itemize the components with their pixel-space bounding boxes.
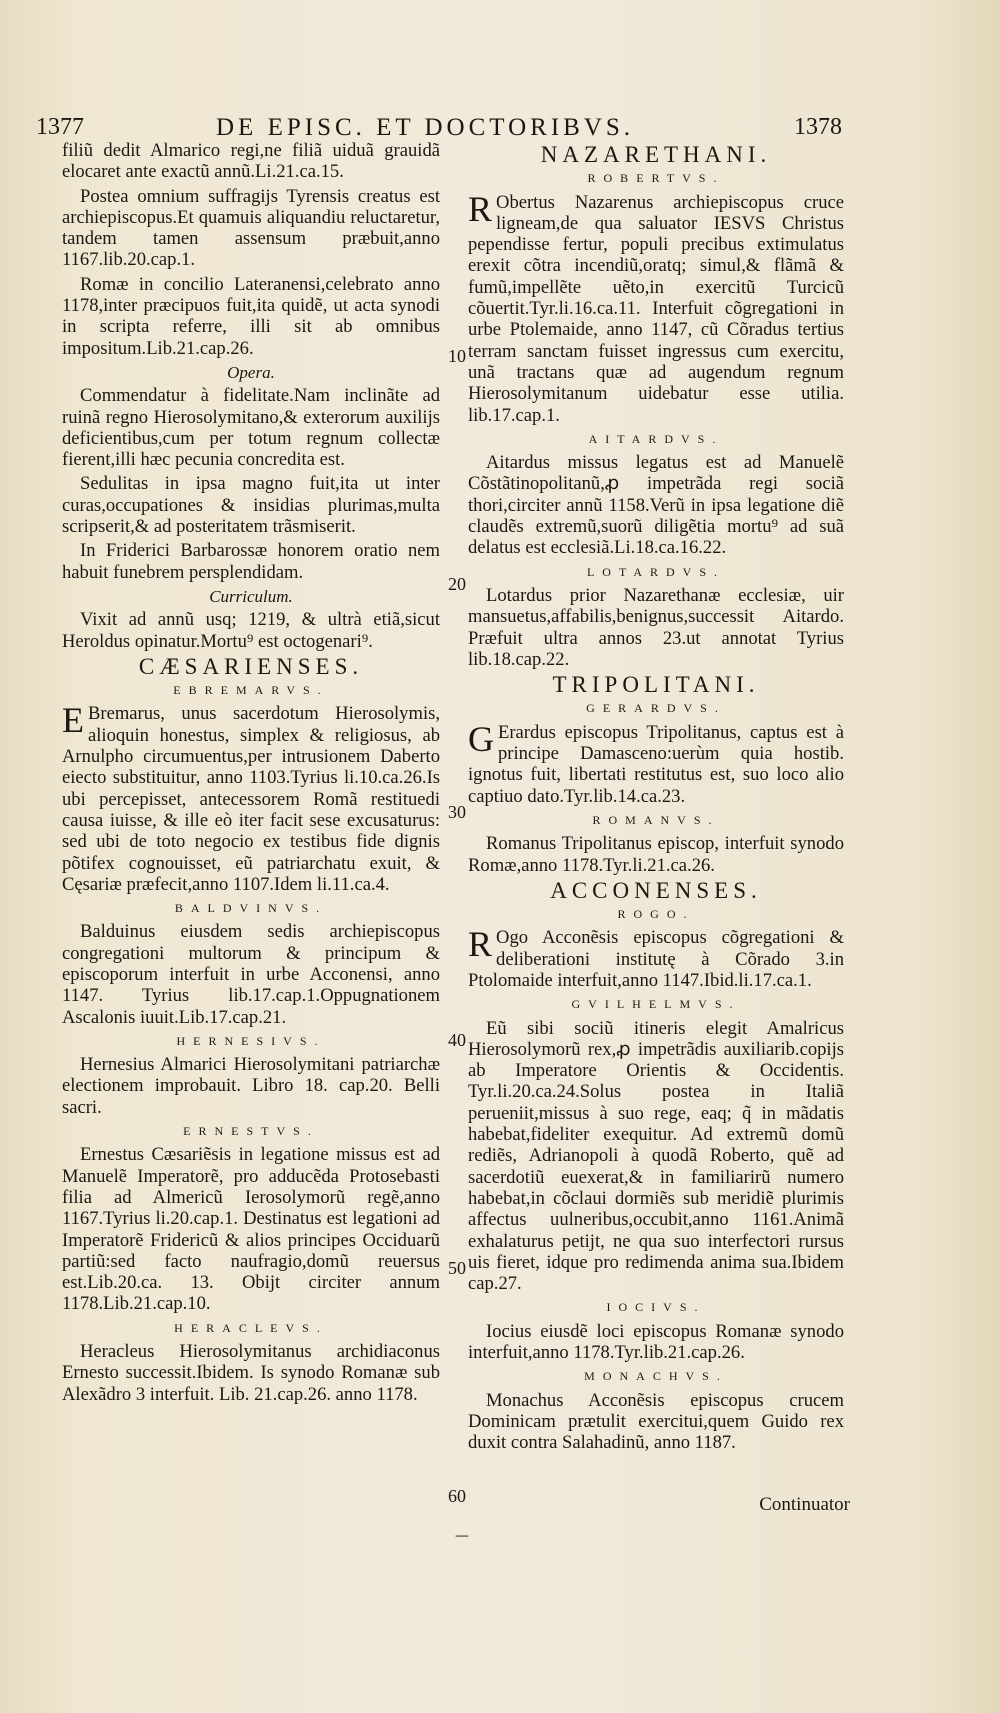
paragraph: In Friderici Barbarossæ honorem oratio nem habuit funebrem persplendidam. xyxy=(62,540,440,583)
line-number: 50 xyxy=(448,1258,466,1278)
paragraph: Romanus Tripolitanus episcop, interfuit synodo Romæ,anno 1178.Tyr.li.21.ca.26. xyxy=(468,833,844,876)
paragraph: Lotardus prior Nazarethanæ ecclesiæ, uir mansuetus,affabilis,benignus,successit Aitardo. Præfuit ultra annos 23.ut annotat Tyrius lib.18.cap.22. xyxy=(468,584,844,670)
line-number: 40 xyxy=(448,1030,466,1050)
section-heading-nazarethani: NAZARETHANI. xyxy=(540,142,772,167)
entry-name: ERNESTVS. xyxy=(183,1124,319,1139)
line-number: 30 xyxy=(448,802,466,822)
paragraph: Ernestus Cæsariẽsis in legatione missus est ad Manuelẽ Imperatorẽ, pro adducẽda Protosebasti filia ad Almericũ Ierosolymorũ regẽ,anno 1167.Tyrius li.20.cap.1. Destinatus est legationi ad Imperatorẽ Fridericũ & alios principes Occiduarũ partiũ:sed facto naufragio,domũ reuersus est.Lib.20.ca. 13. Obijt circiter annum 1178.Lib.21.cap.10. xyxy=(62,1144,440,1315)
drop-cap: R xyxy=(468,188,493,229)
paragraph: Postea omnium suffragijs Tyrensis creatus est archiepiscopus.Et quamuis aliquandiu reluctaretur, tandem tamen assensum præbuit,anno 1167.lib.20.cap.1. xyxy=(62,185,440,271)
paragraph: G Erardus episcopus Tripolitanus, captus est à principe Damasceno:uerùm quia hostib. ignotus fuit, libertati restitutus est, suo loco alio captiuo dato.Tyr.lib.14.ca.23. xyxy=(468,718,844,807)
divider: — xyxy=(455,1528,469,1544)
paragraph: Sedulitas in ipsa magno fuit,ita ut inter curas,occupationes & insidias plurimas,multa scripserit,& ad posteritatem trãsmiserit. xyxy=(62,473,440,538)
subheading-curriculum: Curriculum. xyxy=(209,586,293,606)
paragraph: R Obertus Nazarenus archiepiscopus cruce ligneam,de qua saluator IESVS Christus pependisse fertur, populi precibus extimulatus erexit cõtra incendiũ,oratq; simul,& flãmã & fumũ,impellẽte uẽto,in exercitũ Turcicũ cõuertit.Tyr.li.16.ca.11. Interfuit cõgregationi in urbe Ptolemaide, anno 1147, cũ Cõradus tertius terram sanctam fuisset ingressus cum exercitu, unã tractans quæ ad augendum regnum Hierosolymitanum uidebatur esse utilia. lib.17.cap.1. xyxy=(468,188,844,426)
drop-cap: E xyxy=(62,700,84,741)
line-number: 60 xyxy=(448,1486,466,1506)
catchword: Continuator xyxy=(759,1494,850,1515)
entry-name: BALDVINVS. xyxy=(174,901,328,916)
paragraph: E Bremarus, unus sacerdotum Hierosolymis, alioquin honestus, simplex & religiosus, ab Arnulpho circumuentus,per intrusionem Daberto eiecto substituitur, anno 1103.Tyrius li.10.ca.26.Is ubi percepisset, antecessorem Romã restituedi causa iuisse, & ille eò iter facit sese excusaturus: sed ubi de toto negocio ex testibus fide dignis põtifex cognouisset, eũ patriarchatu exuit, & Cęsariæ præfecit,anno 1107.Idem li.11.ca.4. xyxy=(62,700,440,895)
entry-name: ROBERTVS. xyxy=(587,171,725,186)
entry-name: HERNESIVS. xyxy=(176,1033,326,1048)
paragraph: R Ogo Acconẽsis episcopus cõgregationi & deliberationi institutę à Cõrado 3.in Ptolomaide interfuit,anno 1147.Ibid.li.17.ca.1. xyxy=(468,924,844,991)
entry-name: ROMANVS. xyxy=(592,812,720,827)
paragraph: Heracleus Hierosolymitanus archidiaconus Ernesto successit.Ibidem. Is synodo Romanæ sub Alexãdro 3 interfuit. Lib. 21.cap.26. anno 1178. xyxy=(62,1341,440,1405)
running-title: DE EPISC. ET DOCTORIBVS. xyxy=(216,114,635,141)
section-heading-caesarienses: CÆSARIENSES. xyxy=(138,653,364,679)
entry-name: ROGO. xyxy=(617,907,695,922)
line-number: 20 xyxy=(448,574,466,594)
drop-cap: G xyxy=(468,718,494,759)
paragraph: Hernesius Almarici Hierosolymitani patriarchæ electionem improbauit. Libro 18. cap.20. Belli sacri. xyxy=(62,1054,440,1118)
section-heading-acconenses: ACCONENSES. xyxy=(550,877,762,903)
section-heading-tripolitani: TRIPOLITANI. xyxy=(552,672,760,698)
entry-name: GVILHELMVS. xyxy=(571,997,741,1012)
paragraph: Balduinus eiusdem sedis archiepiscopus congregationi multorum & principum & episcoporum interfuit in urbe Acconensi, anno 1147. Tyrius lib.17.cap.1.Oppugnationem Ascalonis iuuit.Lib.17.cap.21. xyxy=(62,921,440,1028)
paragraph: Romæ in concilio Lateranensi,celebrato anno 1178,inter præcipuos fuit,ita quidẽ, ut acta synodi in scripta referre, illi sit ab omnibus impositum.Lib.21.cap.26. xyxy=(62,273,440,359)
right-column xyxy=(468,140,844,1457)
paragraph: Iocius eiusdẽ loci episcopus Romanæ synodo interfuit,anno 1178.Tyr.lib.21.cap.26. xyxy=(468,1320,844,1364)
page-number-right: 1378 xyxy=(794,114,842,140)
entry-name: HERACLEVS. xyxy=(174,1320,328,1335)
line-number: 10 xyxy=(448,346,466,366)
paragraph: Commendatur à fidelitate.Nam inclinãte ad ruinã regno Hierosolymitano,& exterorum auxilijs deficientibus,cum per totum regnum collectæ fierent,illi hæc pecunia concredita est. xyxy=(62,385,440,471)
page-number-left: 1377 xyxy=(36,114,84,140)
entry-name: IOCIVS. xyxy=(606,1300,706,1315)
entry-name: MONACHVS. xyxy=(584,1369,728,1384)
paragraph: Vixit ad annũ usq; 1219, & ultrà etiã,sicut Heroldus opinatur.Mortu⁹ est octogenari⁹. xyxy=(62,609,440,652)
paragraph: Aitardus missus legatus est ad Manuelẽ Cõstãtinopolitanũ,ꝓ impetrãda regi sociã thori,circiter annũ 1158.Verũ in ipsa legatione diẽ claudẽs extremũ,suorũ diligẽtia mortu⁹ ad suã delatus est ecclesiã.Li.18.ca.16.22. xyxy=(468,452,844,559)
left-column xyxy=(62,140,440,1408)
drop-cap: R xyxy=(468,924,493,965)
entry-name: EBREMARVS. xyxy=(173,683,329,698)
entry-name: GERARDVS. xyxy=(586,701,726,716)
paragraph: Eũ sibi sociũ itineris elegit Amalricus Hierosolymorũ rex,ꝓ impetrãdis auxiliarib.copijs ab Imperatore Orientis & Occidentis. Tyr.li.20.ca.24.Solus postea in Italiã perueniit,missus à suo rege, eaq; q̃ in mãdatis habebat,fideliter exequitur. Ad extremũ domũ rediẽs, Adrianopoli à quodã Roberto, quẽ ad sacerdotiũ euexerat,& in familiarirũ numero habebat,in cõclaui dormiẽs sub meridiẽ plurimis affectus uulneribus,occubit,anno 1161.Animã exhalaturus petijt, ne qua suo interfectori rursus uis fieret, idque pro redimenda anima sua.Ibidem cap.27. xyxy=(468,1017,844,1295)
subheading-opera: Opera. xyxy=(227,362,275,382)
paragraph: filiũ dedit Almarico regi,ne filiã uiduã grauidã elocaret ante exactũ annũ.Li.21.ca.15. xyxy=(62,140,440,183)
entry-name: LOTARDVS. xyxy=(586,564,726,579)
paragraph: Monachus Acconẽsis episcopus crucem Dominicam prætulit exercitui,quem Guido rex duxit contra Salahadinũ, anno 1187. xyxy=(468,1389,844,1454)
entry-name: AITARDVS. xyxy=(588,431,724,446)
